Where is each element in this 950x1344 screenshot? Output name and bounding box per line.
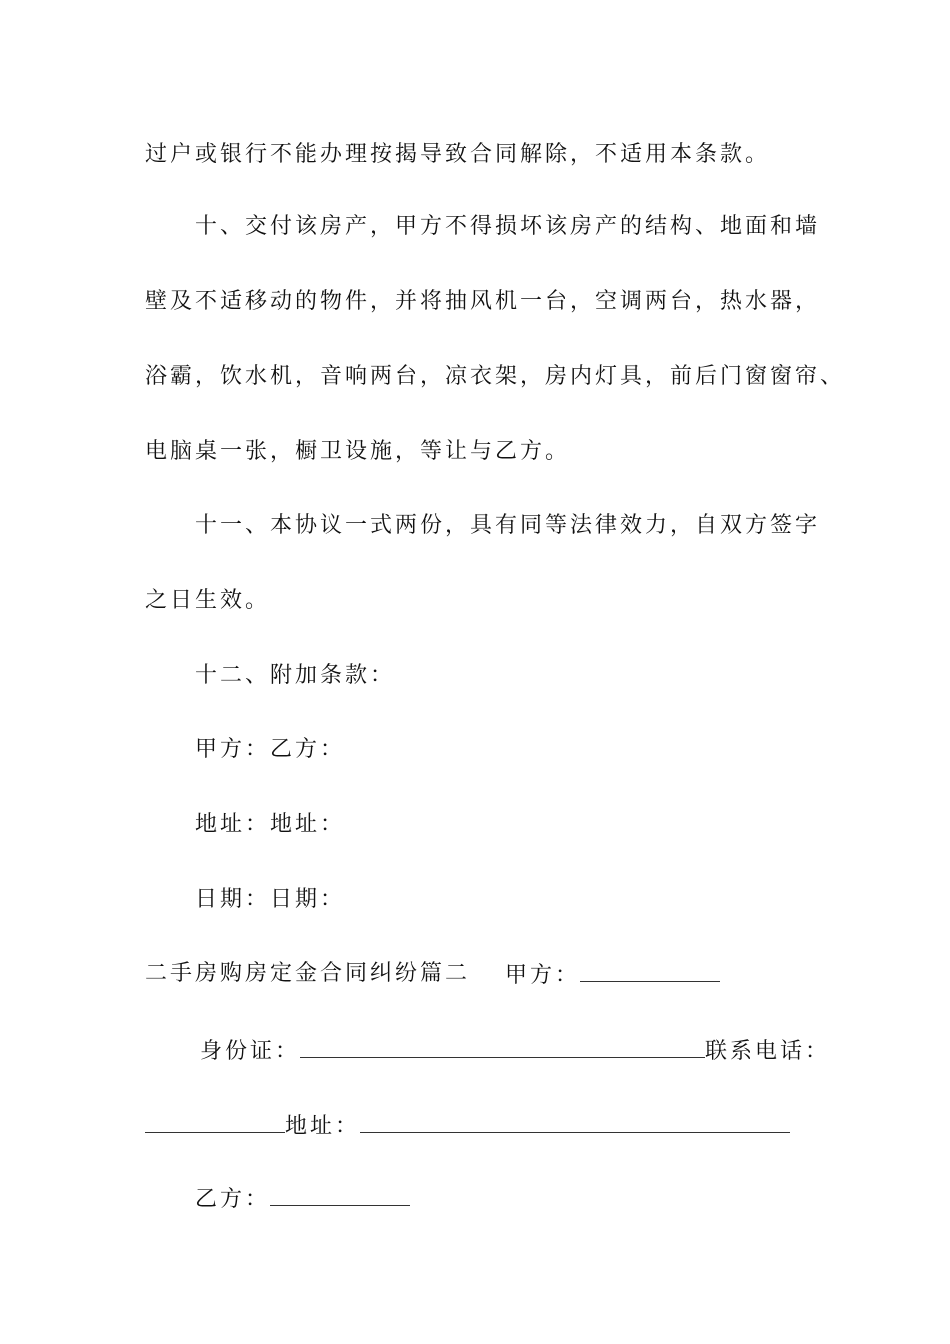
party-b-field	[195, 1183, 410, 1215]
paragraph-line: 壁及不适移动的物件，并将抽风机一台，空调两台，热水器，	[145, 289, 821, 314]
phone-label: 联系电话：	[705, 1039, 831, 1064]
paragraph-line: 浴霸，饮水机，音响两台，凉衣架，房内灯具，前后门窗窗帘、	[145, 364, 846, 389]
paragraph-line: 之日生效。	[145, 588, 271, 613]
phone-blank	[145, 1110, 285, 1133]
signature-party-line: 甲方：乙方：	[195, 737, 346, 762]
paragraph-line: 电脑桌一张，橱卫设施，等让与乙方。	[145, 439, 571, 464]
party-a-label	[505, 959, 720, 991]
id-card-blank	[300, 1035, 705, 1058]
section-title: 二手房购房定金合同纠纷篇二	[145, 961, 471, 986]
address-blank	[360, 1110, 790, 1133]
party-b-label: 乙方：	[195, 1187, 271, 1212]
id-card-field	[200, 1035, 830, 1067]
party-a-label-text: 甲方：	[505, 963, 581, 988]
party-b-blank	[270, 1183, 410, 1206]
party-a-blank	[580, 959, 720, 982]
clause-eleven-line: 十一、本协议一式两份，具有同等法律效力，自双方签字	[195, 513, 821, 538]
address-label: 地址：	[285, 1114, 361, 1139]
clause-twelve-line: 十二、附加条款：	[195, 663, 396, 688]
clause-ten-line: 十、交付该房产，甲方不得损坏该房产的结构、地面和墙	[195, 214, 821, 239]
id-card-label: 身份证：	[200, 1039, 301, 1064]
signature-date-line: 日期：日期：	[195, 887, 346, 912]
signature-address-line: 地址：地址：	[195, 812, 346, 837]
paragraph-line: 过户或银行不能办理按揭导致合同解除，不适用本条款。	[145, 142, 771, 167]
address-field	[145, 1110, 790, 1142]
